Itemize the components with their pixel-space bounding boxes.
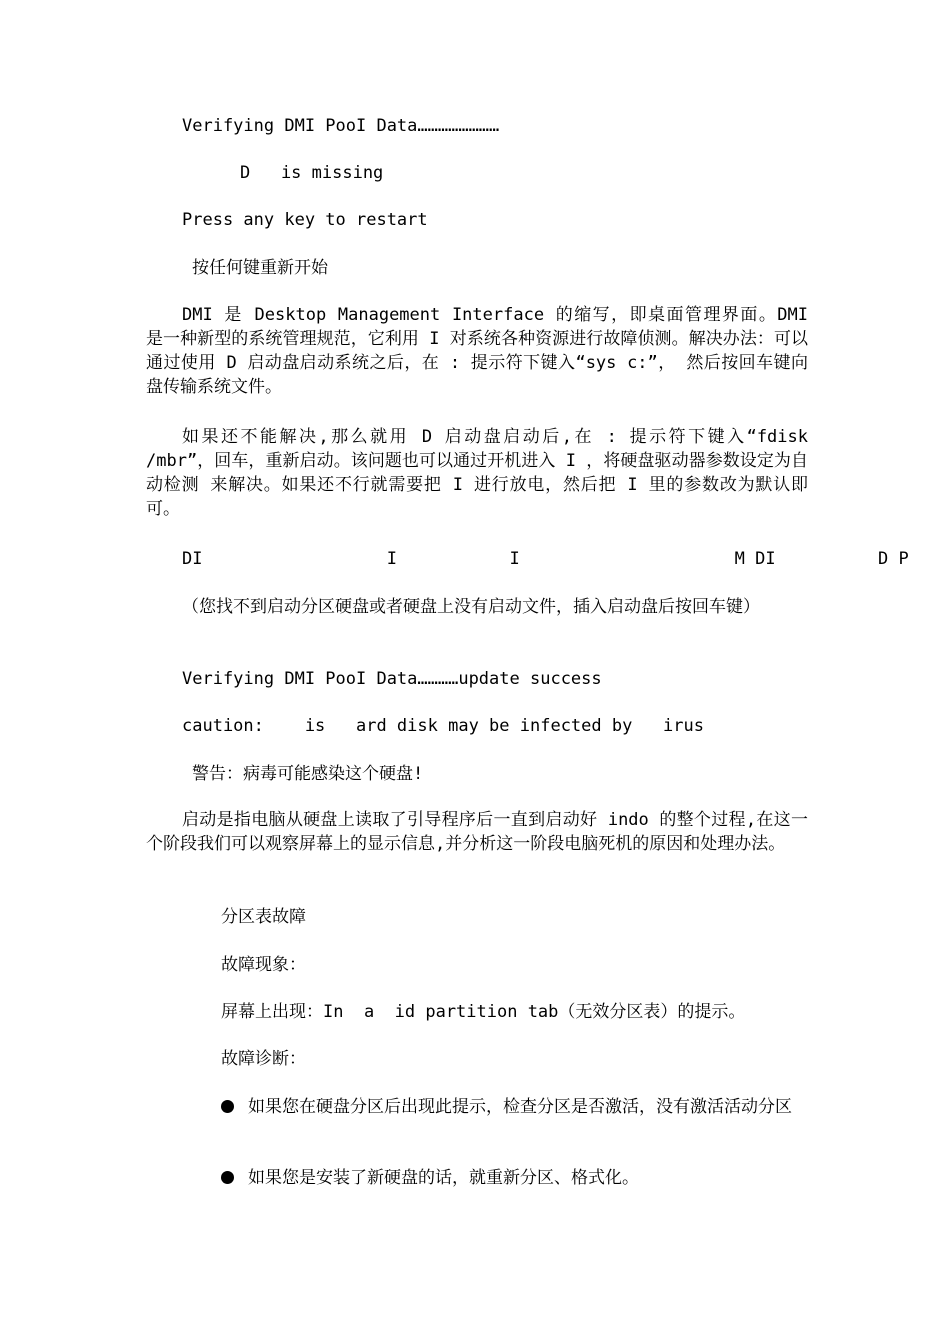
warning-translation: 警告：病毒可能感染这个硬盘! bbox=[192, 764, 424, 784]
verifying-dmi-line: Verifying DMI PooI Data…………………… bbox=[182, 116, 500, 136]
symptom-label: 故障现象： bbox=[221, 955, 306, 975]
bullet-item-activate bbox=[146, 1095, 808, 1119]
boot-stage-paragraph: 启动是指电脑从硬盘上读取了引导程序后一直到启动好 indo 的整个过程,在这一个阶段我们可以观察屏幕上的显示信息,并分析这一阶段电脑死机的原因和处理办法。 bbox=[146, 810, 808, 854]
press-key-translation: 按任何键重新开始 bbox=[192, 258, 328, 278]
bullet-item-new-disk bbox=[146, 1166, 808, 1190]
fragment-line: DI I I M DI D P bbox=[182, 549, 909, 569]
bullet-text-new-disk: 如果您是安装了新硬盘的话，就重新分区、格式化。 bbox=[248, 1168, 639, 1188]
boot-disk-note: （您找不到启动分区硬盘或者硬盘上没有启动文件，插入启动盘后按回车键） bbox=[182, 597, 760, 617]
dmi-explanation-paragraph: DMI 是 Desktop Management Interface 的缩写，即桌面管理界面。DMI 是一种新型的系统管理规范，它利用 I 对系统各种资源进行故障侦测。解决办法：可以通过使用 D 启动盘启动系统之后，在 : 提示符下键入“sys c:”， 然后按回车键向 盘传输系统文件。 bbox=[146, 305, 808, 397]
fdisk-paragraph: 如果还不能解决,那么就用 D 启动盘启动后,在 : 提示符下键入“fdisk /mbr”，回车，重新启动。该问题也可以通过开机进入 I ，将硬盘驱动器参数设定为自动检测 来解决。如果还不行就需要把 I 进行放电，然后把 I 里的参数改为默认即可。 bbox=[146, 427, 808, 519]
partition-table-heading: 分区表故障 bbox=[221, 907, 306, 927]
press-key-line: Press any key to restart bbox=[182, 210, 428, 230]
symptom-text: 屏幕上出现：In a id partition tab（无效分区表）的提示。 bbox=[221, 1002, 746, 1022]
diagnosis-label: 故障诊断： bbox=[221, 1049, 306, 1069]
bullet-text-activate: 如果您在硬盘分区后出现此提示，检查分区是否激活，没有激活活动分区 bbox=[248, 1097, 792, 1117]
bullet-icon bbox=[221, 1100, 234, 1113]
bullet-icon bbox=[221, 1171, 234, 1184]
caution-line: caution: is ard disk may be infected by irus bbox=[182, 716, 704, 736]
missing-line: D is missing bbox=[240, 163, 384, 183]
verifying-success-line: Verifying DMI PooI Data…………update success bbox=[182, 669, 602, 689]
